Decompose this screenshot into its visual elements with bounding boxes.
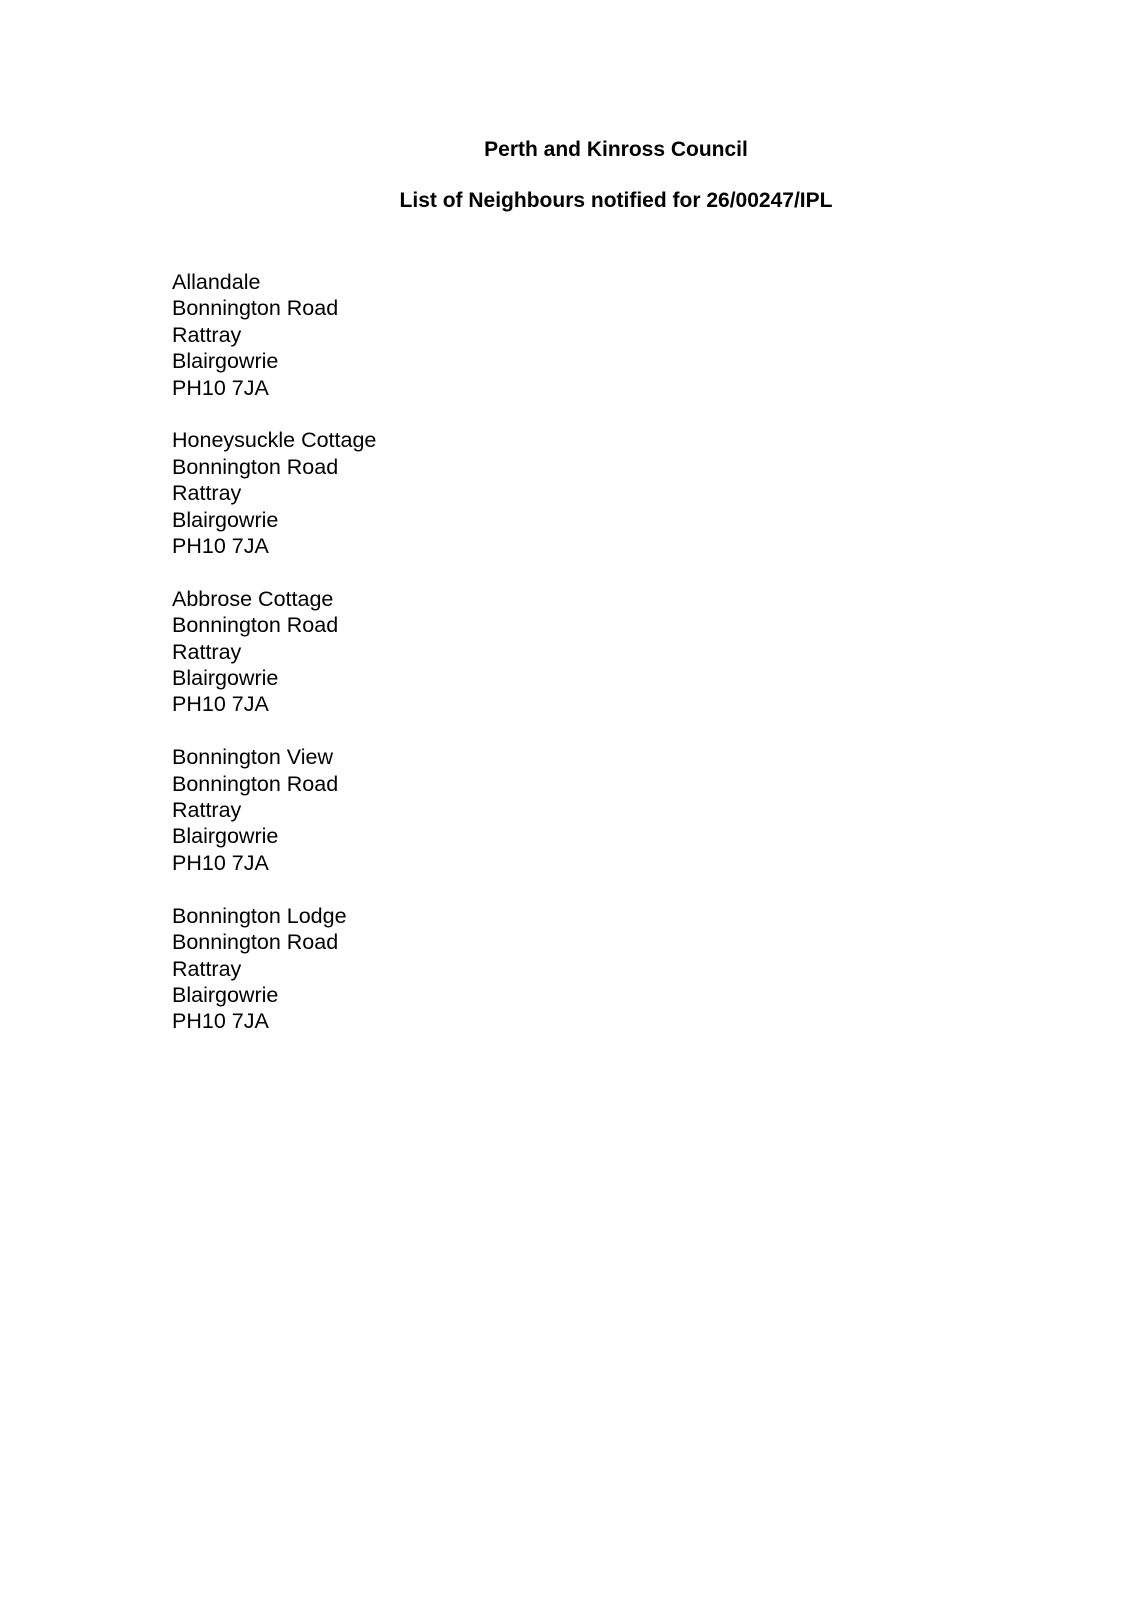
address-line: Rattray [172,322,242,347]
address-block [172,744,376,876]
address-line: Rattray [172,798,242,823]
address-block [172,903,376,1035]
address-line: Abbrose Cottage [172,586,334,611]
address-line: Bonnington Road [172,296,339,321]
address-line: PH10 7JA [172,850,269,875]
address-line: Bonnington Road [172,930,339,955]
address-line: Rattray [172,956,242,981]
address-block [172,586,376,718]
address-line: Allandale [172,270,261,294]
address-line: Bonnington Lodge [172,903,347,928]
address-line: Blairgowrie [172,507,279,532]
address-line: Blairgowrie [172,982,279,1007]
address-line: Blairgowrie [172,666,279,691]
neighbour-address-list [172,269,376,1061]
address-block [172,269,376,401]
address-line: Bonnington Road [172,613,339,638]
address-line: Blairgowrie [172,824,279,849]
address-line: PH10 7JA [172,375,269,400]
address-line: PH10 7JA [172,1009,269,1034]
address-line: Bonnington Road [172,771,339,796]
address-block [172,427,376,559]
address-line: PH10 7JA [172,534,269,559]
address-line: Rattray [172,639,242,664]
address-line: Honeysuckle Cottage [172,428,377,453]
list-title: List of Neighbours notified for 26/00247/IPL [399,189,833,212]
council-heading: Perth and Kinross Council [484,138,748,161]
address-line: Bonnington Road [172,454,339,479]
address-line: PH10 7JA [172,692,269,717]
address-line: Bonnington View [172,745,333,770]
address-line: Blairgowrie [172,349,279,374]
address-line: Rattray [172,481,242,506]
